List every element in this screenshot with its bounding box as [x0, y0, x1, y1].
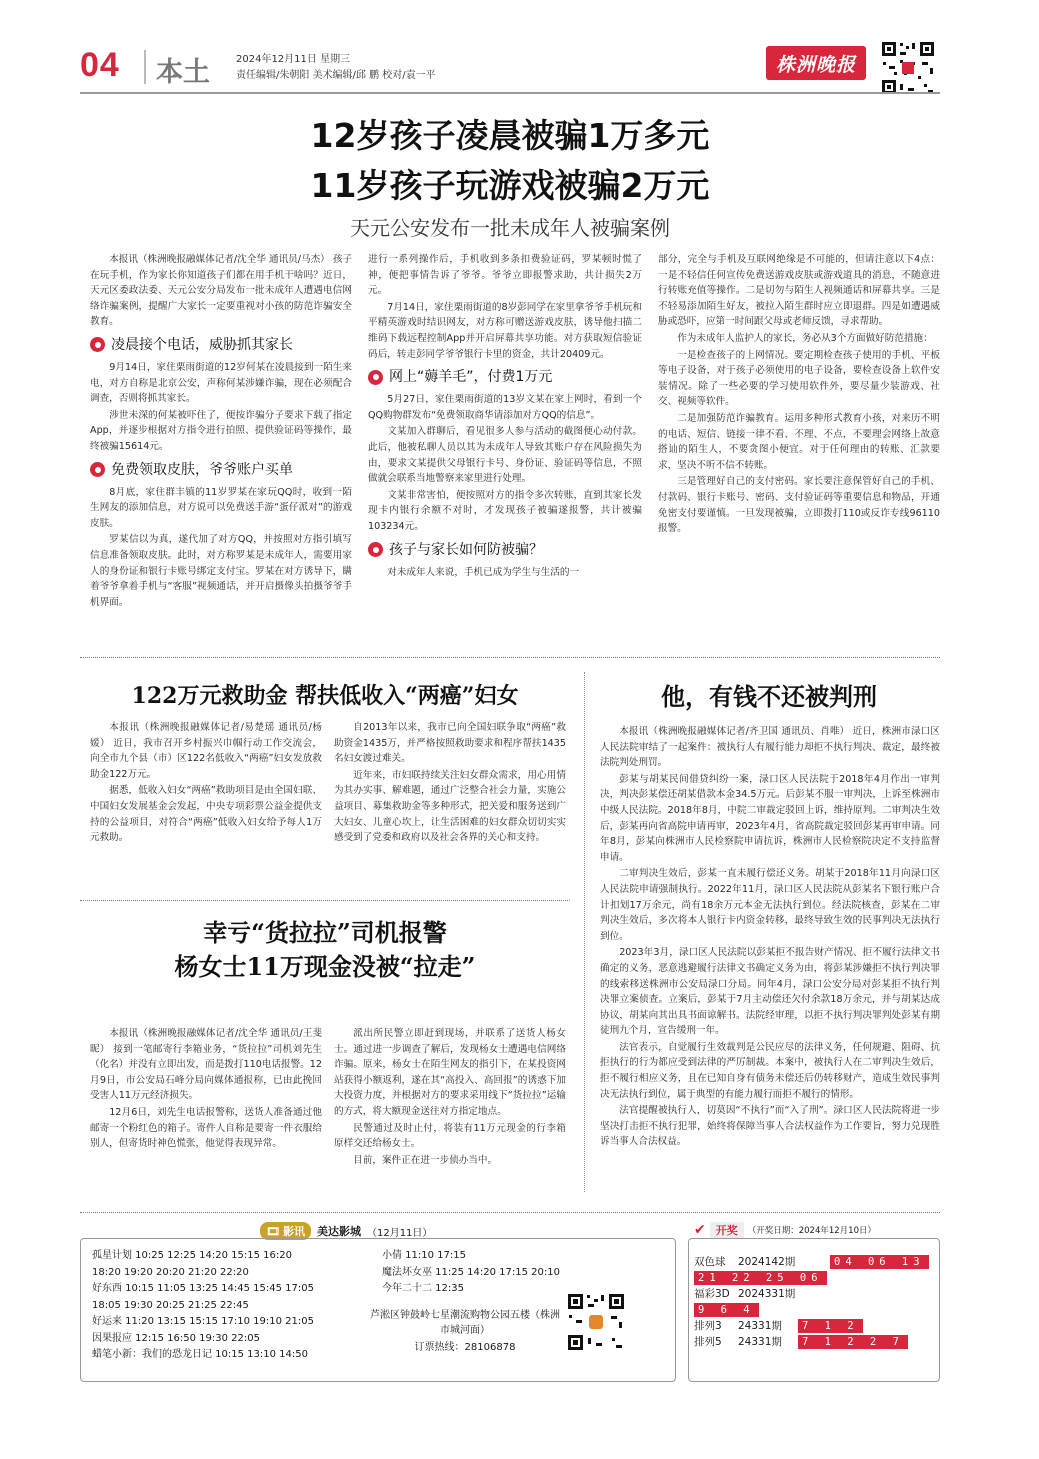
relief-paragraph: 近年来，市妇联持续关注妇女群众需求，用心用情为其办实事、解难题，通过广泛整合社会力量，实施公益项目、募集救助金等多种形式，把关爱和服务送到广大妇女、儿童心坎上，让生活困难的妇女群众切切实实感受到了党委和政府以及社会各界的关心和支持。: [334, 769, 566, 844]
debt-paragraph: 法官提醒被执行人，切莫因“不执行”而“入了刑”。渌口区人民法院将进一步坚决打击拒不执行犯罪，始终将保障当事人合法权益作为工作要旨，努力兑现胜诉当事人合法权益。: [600, 1105, 940, 1148]
lalamove-headline-line1: 幸亏“货拉拉”司机报警: [203, 918, 447, 947]
showtime-row: 魔法坏女巫 11:25 14:20 17:15 20:10: [382, 1266, 560, 1278]
lottery-date: （开奖日期：2024年12月10日）: [747, 1226, 876, 1236]
lead-paragraph: 一是检查孩子的上网情况。要定期检查孩子使用的手机、平板等电子设备，对于孩子必须使用的电子设备，要检查设备上软件安装情况。除了一些必要的学习使用软件外，要尽量少装游戏、社交、视频等软件。: [658, 349, 940, 408]
lead-subhead-2: [90, 460, 352, 480]
lead-column-3: [658, 252, 940, 642]
masthead-qr-code: [880, 40, 936, 96]
debt-headline: 他，有钱不还被判刑: [661, 682, 877, 711]
lottery-row: [694, 1334, 934, 1350]
section-name: 本土: [156, 57, 210, 88]
lalamove-paragraph: 12月6日，刘先生电话报警称，送货人准备通过他邮寄一个粉红色的箱子。寄件人自称是要寄一件衣服给别人，但寄货时神色慌张，他觉得表现异常。: [90, 1106, 322, 1150]
lottery-badge: 开奖: [710, 1222, 744, 1238]
cinema-schedule-right: [382, 1248, 560, 1298]
lottery-numbers: 7 1 2: [798, 1319, 863, 1333]
lead-paragraph: 对未成年人来说，手机已成为学生与生活的一: [387, 566, 580, 578]
lottery-results: [694, 1254, 934, 1350]
lottery-numbers: 21 22 25 06: [694, 1271, 827, 1285]
lead-paragraph: 9月14日，家住栗雨街道的12岁何某在凌晨接到一陌生来电，对方自称是北京公安，声称何某涉嫌诈骗，现在必须配合调查，否则将抓其家长。: [90, 361, 352, 405]
lottery-row: [694, 1254, 934, 1270]
lead-subhead-3-text: 网上“薅羊毛”，付费1万元: [389, 369, 553, 386]
bullet-icon: [90, 337, 105, 352]
masthead: [80, 40, 940, 96]
page-number: 04: [80, 46, 120, 84]
editors-line: 责任编辑/朱朝阳 美术编辑/邱 鹏 校对/袁一平: [236, 70, 436, 81]
lead-paragraph: 三是管理好自己的支付密码。家长要注意保管好自己的手机、付款码、银行卡账号、密码、支付验证码等重要信息和物品，开通免密支付要谨慎。一旦发现被骗，立即拨打110或反诈专线96110报警。: [658, 476, 940, 535]
debt-paragraph: 彭某与胡某民间借贷纠纷一案，渌口区人民法院于2018年4月作出一审判决，判决彭某偿还胡某借款本金34.5万元。后彭某不服一审判决，上诉至株洲市中级人民法院。2018年8月，中院二审裁定驳回上诉，维持原判。二审判决生效后，彭某再向省高院申请再审，2023年4月，省高院裁定驳回彭某再审申请。同年8月，彭某向株洲市人民检察院申请抗诉，株洲市人民检察院决定不支持监督申请。: [600, 773, 940, 863]
lead-headline-line1: 12岁孩子凌晨被骗1万多元: [310, 116, 710, 155]
lalamove-paragraph: 派出所民警立即赶到现场，并联系了送货人杨女士。通过进一步调查了解后，发现杨女士遭遇电信网络诈骗。原来，杨女士在陌生网友的指引下，在某投资网站获得小额返利，遂在其“高投入、高回报”的诱惑下加大投资力度，并根据对方的要求采用线下“货拉拉”运输的方式，将大额现金送往对方指定地点。: [334, 1028, 566, 1117]
lead-paragraph: 部分，完全与手机及互联网绝缘是不可能的，但请注意以下4点：一是不轻信任何宣传免费送游戏皮肤或游戏道具的消息，不随意进行转账充值等操作。二是切勿与陌生人视频通话和屏幕共享。三是不轻易添加陌生好友，被拉入陌生群时应立即退群。四是如遭遇威胁或恐吓，应第一时间跟父母或老师反馈，寻求帮助。: [658, 254, 940, 328]
masthead-underline: [80, 92, 940, 94]
cinema-date: （12月11日）: [366, 1227, 433, 1239]
lead-intro: 本报讯（株洲晚报融媒体记者/沈全华 通讯员/马杰） 孩子在玩手机，作为家长你知道孩子们都在用手机干啥吗？近日，天元区委政法委、天元公安分局发布一批未成年人遭遇电信网络诈骗案例，提醒广大家长一定要重视对小孩的防范诈骗安全教育。: [90, 254, 352, 328]
lottery-row: [694, 1318, 934, 1334]
cinema-name: 美达影城: [316, 1225, 361, 1238]
lalamove-headline-line2: 杨女士11万现金没被“拉走”: [174, 952, 476, 981]
lead-paragraph: 7月14日，家住栗雨街道的8岁彭同学在家里拿爷爷手机玩和平精英游戏时结识网友，对方称可赠送游戏皮肤，诱导他扫描二维码下载远程控制App并开启屏幕共享功能。对方获取短信验证码后，转走彭同学爷爷银行卡里的资金，共计20409元。: [368, 301, 642, 360]
cinema-schedule-left: [92, 1248, 314, 1364]
cinema-address: 芦淞区钟鼓岭七星潮流购物公园五楼（株洲市城河面）: [370, 1310, 560, 1336]
masthead-divider: [144, 50, 146, 84]
showtime-row: 18:05 19:30 20:25 21:25 22:45: [92, 1299, 249, 1311]
relief-column-2: [334, 720, 566, 880]
lottery-row: [694, 1286, 934, 1302]
debt-paragraph: 2023年3月，渌口区人民法院以彭某拒不报告财产情况、拒不履行法律文书确定的义务，恶意逃避履行法律文书确定义务为由，将彭某涉嫌拒不执行判决罪的线索移送株洲市公安局渌口分局。同年4月，渌口公安分局对彭某拒不执行判决罪立案侦查。立案后，彭某于7月主动偿还欠付余款18万余元，并与胡某达成协议，胡某向其出具书面谅解书。法院经审理，以拒不执行判决罪判处彭某有期徒刑九个月，宣告缓刑一年。: [600, 947, 940, 1037]
showtime-row: 18:20 19:20 20:20 21:20 22:20: [92, 1266, 249, 1278]
section-divider: [80, 657, 940, 658]
lottery-row: [694, 1270, 934, 1286]
lead-subhead-4-text: 孩子与家长如何防被骗？: [389, 541, 543, 558]
lead-subtitle: 天元公安发布一批未成年人被骗案例: [350, 216, 670, 240]
showtime-row: 因果报应 12:15 16:50 19:30 22:05: [92, 1332, 260, 1344]
section-divider: [80, 1212, 940, 1213]
relief-paragraph: 据悉，低收入妇女“两癌”救助项目是由全国妇联、中国妇女发展基金会发起，中央专项彩票公益金提供支持的公益项目，对符合“两癌”低收入妇女给予每人1万元救助。: [90, 785, 322, 844]
lottery-row: [694, 1302, 934, 1318]
paper-logo: [766, 46, 866, 80]
relief-paragraph: 自2013年以来，我市已向全国妇联争取“两癌”救助资金1435万，并严格按照救助要求和程序帮扶1435名妇女渡过难关。: [334, 722, 566, 765]
lottery-box: [688, 1222, 940, 1382]
cinema-box: [80, 1222, 676, 1382]
lead-subhead-1-text: 凌晨接个电话，威胁抓其家长: [111, 336, 293, 353]
lalamove-paragraph: 本报讯（株洲晚报融媒体记者/沈全华 通讯员/王斐昵） 接到一笔邮寄行李箱业务，“货拉拉”司机刘先生（化名）并没有立即出发，而是拨打110电话报警。12月9日，市公安局石峰分局向媒体通报称，已由此挽回受害人11万元经济损失。: [90, 1028, 322, 1102]
relief-column-1: [90, 720, 322, 880]
section-divider: [80, 900, 570, 901]
lottery-name: 福彩3D: [694, 1288, 730, 1300]
film-icon: 🎞: [266, 1224, 280, 1238]
lottery-numbers: 7 1 2 2 7: [798, 1335, 908, 1349]
column-divider: [584, 672, 585, 1192]
lalamove-paragraph: 目前，案件正在进一步侦办当中。: [353, 1154, 498, 1166]
lottery-issue: 24331期: [738, 1320, 782, 1332]
lottery-issue: 24331期: [738, 1336, 782, 1348]
lead-subhead-3: [368, 367, 642, 387]
showtime-row: 今年二十二 12:35: [382, 1283, 464, 1294]
showtime-row: 孤星计划 10:25 12:25 14:20 15:15 16:20: [92, 1250, 292, 1261]
lottery-issue: 2024142期: [738, 1256, 796, 1268]
debt-column: [600, 724, 940, 1194]
lottery-name: 双色球: [694, 1256, 726, 1268]
relief-headline: 122万元救助金 帮扶低收入“两癌”妇女: [131, 683, 519, 709]
lottery-header: [694, 1222, 876, 1238]
lottery-numbers: 9 6 4: [694, 1303, 759, 1317]
lottery-name: 排列5: [694, 1336, 722, 1348]
lead-paragraph: 作为未成年人监护人的家长，务必从3个方面做好防范措施：: [677, 332, 933, 344]
cinema-phone: 订票热线：28106878: [414, 1342, 516, 1353]
lalamove-column-1: [90, 1026, 322, 1196]
paper-logo-text: 株洲晚报: [775, 53, 856, 76]
lead-headline-line2: 11岁孩子玩游戏被骗2万元: [310, 166, 710, 205]
cinema-badge-text: 影讯: [282, 1225, 305, 1238]
lead-paragraph: 文某加入群聊后，看见很多人参与活动的截图便心动付款。此后，他被私聊人员以其为未成年人导致其账户存在风险损失为由，要求文某提供父母银行卡号、身份证、验证码等信息，不照做就会联系当地警察来家里进行处理。: [368, 426, 642, 485]
lead-subhead-2-text: 免费领取皮肤，爷爷账户买单: [111, 461, 293, 478]
lead-paragraph: 5月27日，家住栗雨街道的13岁文某在家上网时，看到一个QQ购物群发布“免费领取商华请添加对方QQ的信息”。: [368, 394, 642, 421]
date-line: 2024年12月11日 星期三: [236, 54, 351, 65]
showtime-row: 蜡笔小新：我们的恐龙日记 10:15 13:10 14:50: [92, 1349, 308, 1360]
bullet-icon: [90, 462, 105, 477]
lottery-name: 排列3: [694, 1320, 722, 1332]
relief-paragraph: 本报讯（株洲晚报融媒体记者/易楚瑶 通讯员/杨媛） 近日，我市召开乡村振兴巾帼行动工作交流会，向全市九个县（市）区122名低收入“两癌”妇女发放救助金122万元。: [90, 722, 322, 780]
lead-subhead-1: [90, 335, 352, 355]
lottery-issue: 2024331期: [738, 1288, 796, 1300]
debt-paragraph: 本报讯（株洲晚报融媒体记者/齐卫国 通讯员、肖唯） 近日，株洲市渌口区人民法院审结了一起案件：被执行人有履行能力却拒不执行判决、裁定，最终被法院判处刑罚。: [600, 726, 940, 769]
debt-paragraph: 二审判决生效后，彭某一直未履行偿还义务。胡某于2018年11月向渌口区人民法院申请强制执行。2022年11月，渌口区人民法院从彭某名下银行账户合计扣划17万余元，尚有18余万元本金无法执行到位。经法院核查，彭某在二审判决生效后，多次将本人银行卡内资金转移，最终导致生效的民事判决无法执行到位。: [600, 868, 940, 942]
showtime-row: 好东西 10:15 11:05 13:25 14:45 15:45 17:05: [92, 1283, 314, 1294]
cinema-qr-code: [566, 1292, 626, 1352]
lead-paragraph: 进行一系列操作后，手机收到多条扣费验证码，罗某顿时慌了神，便把事情告诉了爷爷。爷爷立即报警求助，共计损失2万元。: [368, 254, 642, 297]
lead-column-1: [90, 252, 352, 642]
showtime-row: 好运来 11:20 13:15 15:15 17:10 19:10 21:05: [92, 1316, 314, 1327]
checkmark-icon: ✔: [694, 1222, 706, 1238]
lead-subhead-4: [368, 540, 642, 560]
bullet-icon: [368, 370, 383, 385]
debt-paragraph: 法官表示，自觉履行生效裁判是公民应尽的法律义务，任何规避、阻碍、抗拒执行的行为都应受到法律的严厉制裁。本案中，被执行人在二审判决生效后，拒不履行相应义务，且在已知自身有债务未偿还后仍转移财产，造成生效民事判决无法执行到位，属于典型的有能力履行而拒不履行的情形。: [600, 1041, 940, 1100]
lead-paragraph: 文某非常害怕，便按照对方的指令多次转账，直到其家长发现卡内银行余额不对时，才发现孩子被骗遂报警，共计被骗103234元。: [368, 489, 642, 532]
lalamove-paragraph: 民警通过及时止付，将装有11万元现金的行李箱原样交还给杨女士。: [334, 1122, 566, 1150]
lead-paragraph: 二是加强防范诈骗教育。运用多种形式教育小孩，对来历不明的电话、短信、链接一律不看、不理、不点，不要理会网络上故意搭讪的陌生人，不要贪图小便宜。对于任何理由的转账、汇款要求，坚决不听不信不转账。: [658, 412, 940, 471]
bullet-icon: [368, 542, 383, 557]
lead-column-2: [368, 252, 642, 642]
lead-paragraph: 罗某信以为真，遂代加了对方QQ，并按照对方指引填写信息准备领取皮肤。此时，对方称罗某是未成年人，需要用家人的身份证和银行卡账号绑定支付宝。罗某在对方诱导下，瞒着爷爷拿着手机与“客服”视频通话，并开启摄像头拍摄爷爷手机界面。: [90, 534, 352, 608]
showtime-row: 小倩 11:10 17:15: [382, 1250, 466, 1261]
lalamove-column-2: [334, 1026, 566, 1196]
lottery-numbers: 04 06 13: [830, 1255, 929, 1269]
lead-paragraph: 8月底，家住群丰镇的11岁罗某在家玩QQ时，收到一陌生网友的添加信息，对方说可以免费送手游“蛋仔派对”的游戏皮肤。: [90, 486, 352, 529]
lead-paragraph: 涉世未深的何某被吓住了，便按诈骗分子要求下载了指定App，并逐步根据对方指令进行拍照、提供验证码等操作，最终被骗15614元。: [90, 409, 352, 452]
